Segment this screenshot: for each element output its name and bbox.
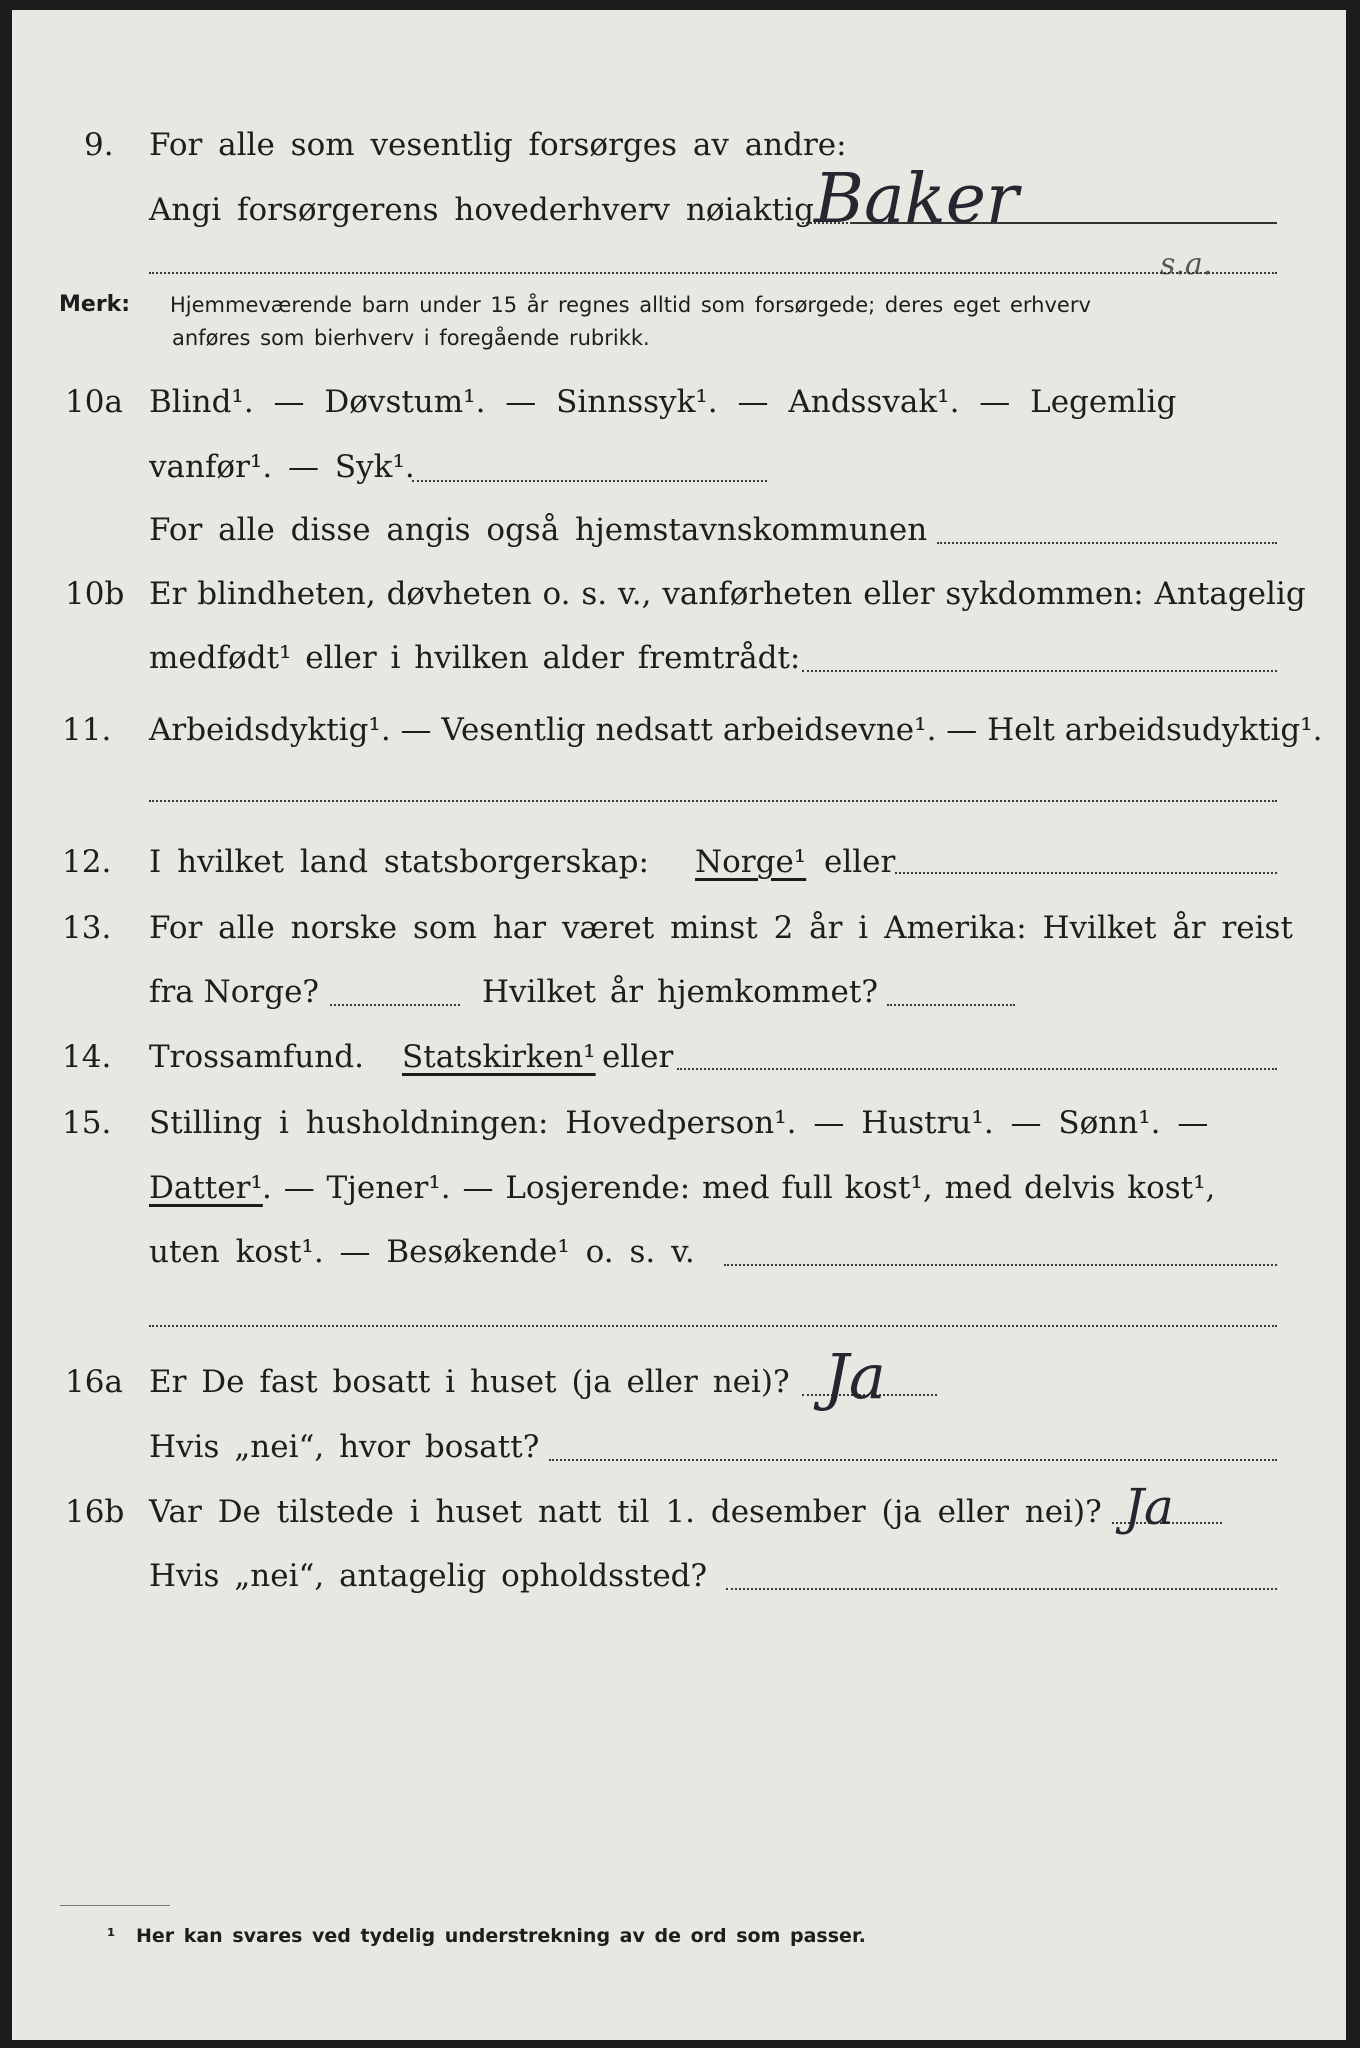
q13-number: 13. bbox=[62, 910, 112, 946]
q14-option-statskirken-underlined: Statskirken¹ bbox=[402, 1039, 596, 1075]
q10a-options-cont: vanfør¹. — Syk¹. bbox=[149, 449, 415, 485]
q14-answer-line bbox=[677, 1068, 1277, 1070]
footnote-marker: ¹ bbox=[107, 1925, 116, 1947]
q16b-followup: Hvis „nei“, antagelig opholdssted? bbox=[149, 1558, 708, 1594]
q16b-number: 16b bbox=[65, 1494, 125, 1530]
q9-handwritten-note: s.a. bbox=[1160, 247, 1213, 282]
q11-answer-line bbox=[149, 800, 1277, 802]
q15-options: . — Tjener¹. — Losjerende: med full kost¹, med delvis kost¹, bbox=[262, 1170, 1216, 1206]
q12-option-norge-underlined: Norge¹ bbox=[695, 844, 807, 880]
q11-number: 11. bbox=[62, 712, 112, 748]
q15-options-cont: uten kost¹. — Besøkende¹ o. s. v. bbox=[149, 1234, 695, 1270]
q13-left-norway-prompt: fra Norge? bbox=[149, 974, 320, 1010]
footnote-text: Her kan svares ved tydelig understrekning av de ord som passer. bbox=[135, 1925, 866, 1947]
q14-question: Trossamfund. bbox=[149, 1039, 364, 1075]
q10b-number: 10b bbox=[65, 576, 125, 612]
q10b-answer-line bbox=[802, 670, 1277, 672]
q15-answer-line-2 bbox=[149, 1325, 1277, 1327]
q16b-handwritten-answer: Ja bbox=[1124, 1478, 1174, 1536]
q15-option-datter-underlined: Datter¹ bbox=[149, 1170, 263, 1206]
q16b-followup-line bbox=[726, 1588, 1277, 1590]
footnote bbox=[107, 1923, 866, 1949]
q12-number: 12. bbox=[62, 844, 112, 880]
q16a-number: 16a bbox=[65, 1364, 123, 1400]
q13-returned-prompt: Hvilket år hjemkommet? bbox=[482, 974, 878, 1010]
q13-left-norway-line bbox=[330, 1004, 460, 1006]
q14-number: 14. bbox=[62, 1039, 112, 1075]
q12-answer-line bbox=[895, 872, 1277, 874]
q10a-hometown-prompt: For alle disse angis også hjemstavnskommunen bbox=[149, 512, 928, 548]
q10a-answer-line bbox=[412, 480, 767, 482]
q12-suffix: eller bbox=[824, 844, 896, 880]
q13-question: For alle norske som har været minst 2 år i Amerika: Hvilket år reist bbox=[149, 910, 1293, 946]
merk-line-2: anføres som bierhverv i foregående rubrikk. bbox=[172, 326, 650, 350]
merk-label: Merk: bbox=[59, 292, 131, 317]
q15-answer-line bbox=[724, 1264, 1277, 1266]
q15-number: 15. bbox=[62, 1105, 112, 1141]
q9-number: 9. bbox=[84, 127, 114, 163]
q10b-question: Er blindheten, døvheten o. s. v., vanførheten eller sykdommen: Antagelig bbox=[149, 576, 1306, 612]
q16a-followup: Hvis „nei“, hvor bosatt? bbox=[149, 1429, 540, 1465]
census-form-page bbox=[12, 10, 1346, 2040]
q12-question: I hvilket land statsborgerskap: bbox=[149, 844, 649, 880]
q16a-handwritten-answer: Ja bbox=[824, 1340, 886, 1413]
q16a-question: Er De fast bosatt i huset (ja eller nei)? bbox=[149, 1364, 790, 1400]
q9-question: For alle som vesentlig forsørges av andre: bbox=[149, 127, 847, 163]
q9-answer-line-2 bbox=[149, 272, 1277, 274]
q9-handwritten-answer: Baker bbox=[814, 160, 1019, 239]
q14-suffix: eller bbox=[602, 1039, 674, 1075]
q16b-question: Var De tilstede i huset natt til 1. desember (ja eller nei)? bbox=[149, 1494, 1102, 1530]
q9-prompt: Angi forsørgerens hovederhverv nøiaktig bbox=[149, 192, 814, 228]
q10a-options: Blind¹. — Døvstum¹. — Sinnssyk¹. — Andssvak¹. — Legemlig bbox=[149, 384, 1177, 420]
q15-question: Stilling i husholdningen: Hovedperson¹. — Hustru¹. — Sønn¹. — bbox=[149, 1105, 1209, 1141]
merk-line-1: Hjemmeværende barn under 15 år regnes alltid som forsørgede; deres eget erhverv bbox=[170, 293, 1091, 317]
q11-options: Arbeidsdyktig¹. — Vesentlig nedsatt arbeidsevne¹. — Helt arbeidsudyktig¹. bbox=[149, 712, 1323, 748]
footnote-rule bbox=[60, 1905, 170, 1906]
q10b-question-cont: medfødt¹ eller i hvilken alder fremtrådt: bbox=[149, 640, 801, 676]
q10a-number: 10a bbox=[65, 384, 123, 420]
q10a-hometown-line bbox=[937, 542, 1277, 544]
q16a-followup-line bbox=[549, 1459, 1277, 1461]
q13-returned-line bbox=[887, 1004, 1015, 1006]
